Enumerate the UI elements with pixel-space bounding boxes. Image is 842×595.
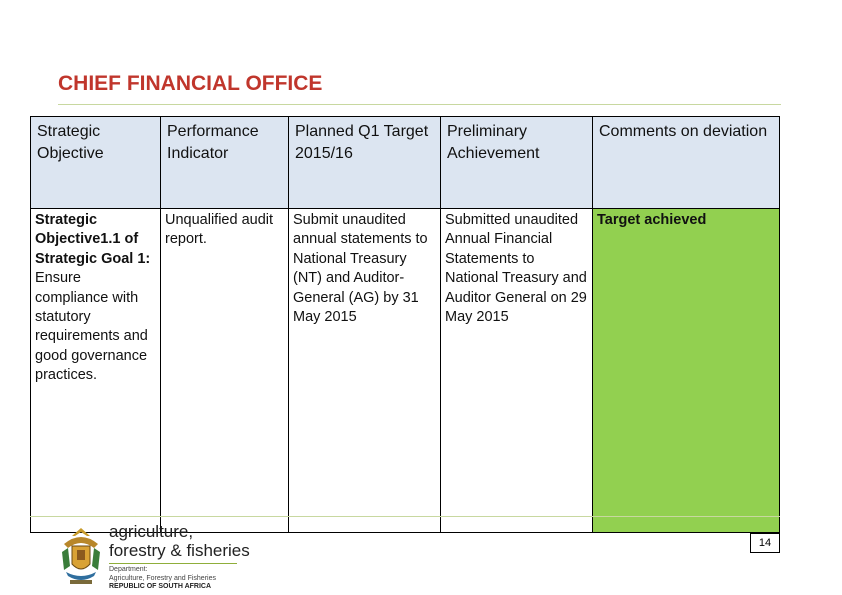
performance-table [30, 116, 780, 533]
header-planned-target: Planned Q1 Target 2015/16 [289, 117, 441, 209]
table-row [31, 209, 780, 533]
brand-block [109, 522, 250, 592]
cell-comment-deviation: Target achieved [593, 209, 780, 533]
republic-label: REPUBLIC OF SOUTH AFRICA [109, 583, 212, 590]
coat-of-arms-icon [54, 522, 108, 588]
page-title: CHIEF FINANCIAL OFFICE [58, 72, 323, 95]
page-number: 14 [750, 533, 780, 553]
cell-performance-indicator: Unqualified audit report. [161, 209, 289, 533]
header-performance-indicator: Performance Indicator [161, 117, 289, 209]
header-comments-on-deviation: Comments on deviation [593, 117, 780, 209]
objective-description: Ensure compliance with statutory requirements and good governance practices. [35, 270, 148, 384]
objective-heading: Strategic Objective1.1 of Strategic Goal 1: [35, 212, 151, 267]
brand-line-2: forestry & fisheries [109, 541, 250, 560]
header-strategic-objective: Strategic Objective [31, 117, 161, 209]
cell-planned-target: Submit unaudited annual statements to National Treasury (NT) and Auditor-General (AG) by 31 May 2015 [289, 209, 441, 533]
footer-divider [30, 516, 780, 517]
brand-line-1: agriculture, [109, 522, 194, 541]
dept-name: Agriculture, Forestry and Fisheries [109, 574, 216, 582]
title-divider [58, 104, 781, 105]
table-header-row [31, 117, 780, 209]
header-preliminary-achievement: Preliminary Achievement [441, 117, 593, 209]
cell-preliminary-achievement: Submitted unaudited Annual Financial Statements to National Treasury and Auditor General on 29 May 2015 [441, 209, 593, 533]
cell-strategic-objective [31, 209, 161, 533]
dept-label: Department: [109, 566, 148, 573]
brand-divider [109, 563, 237, 564]
